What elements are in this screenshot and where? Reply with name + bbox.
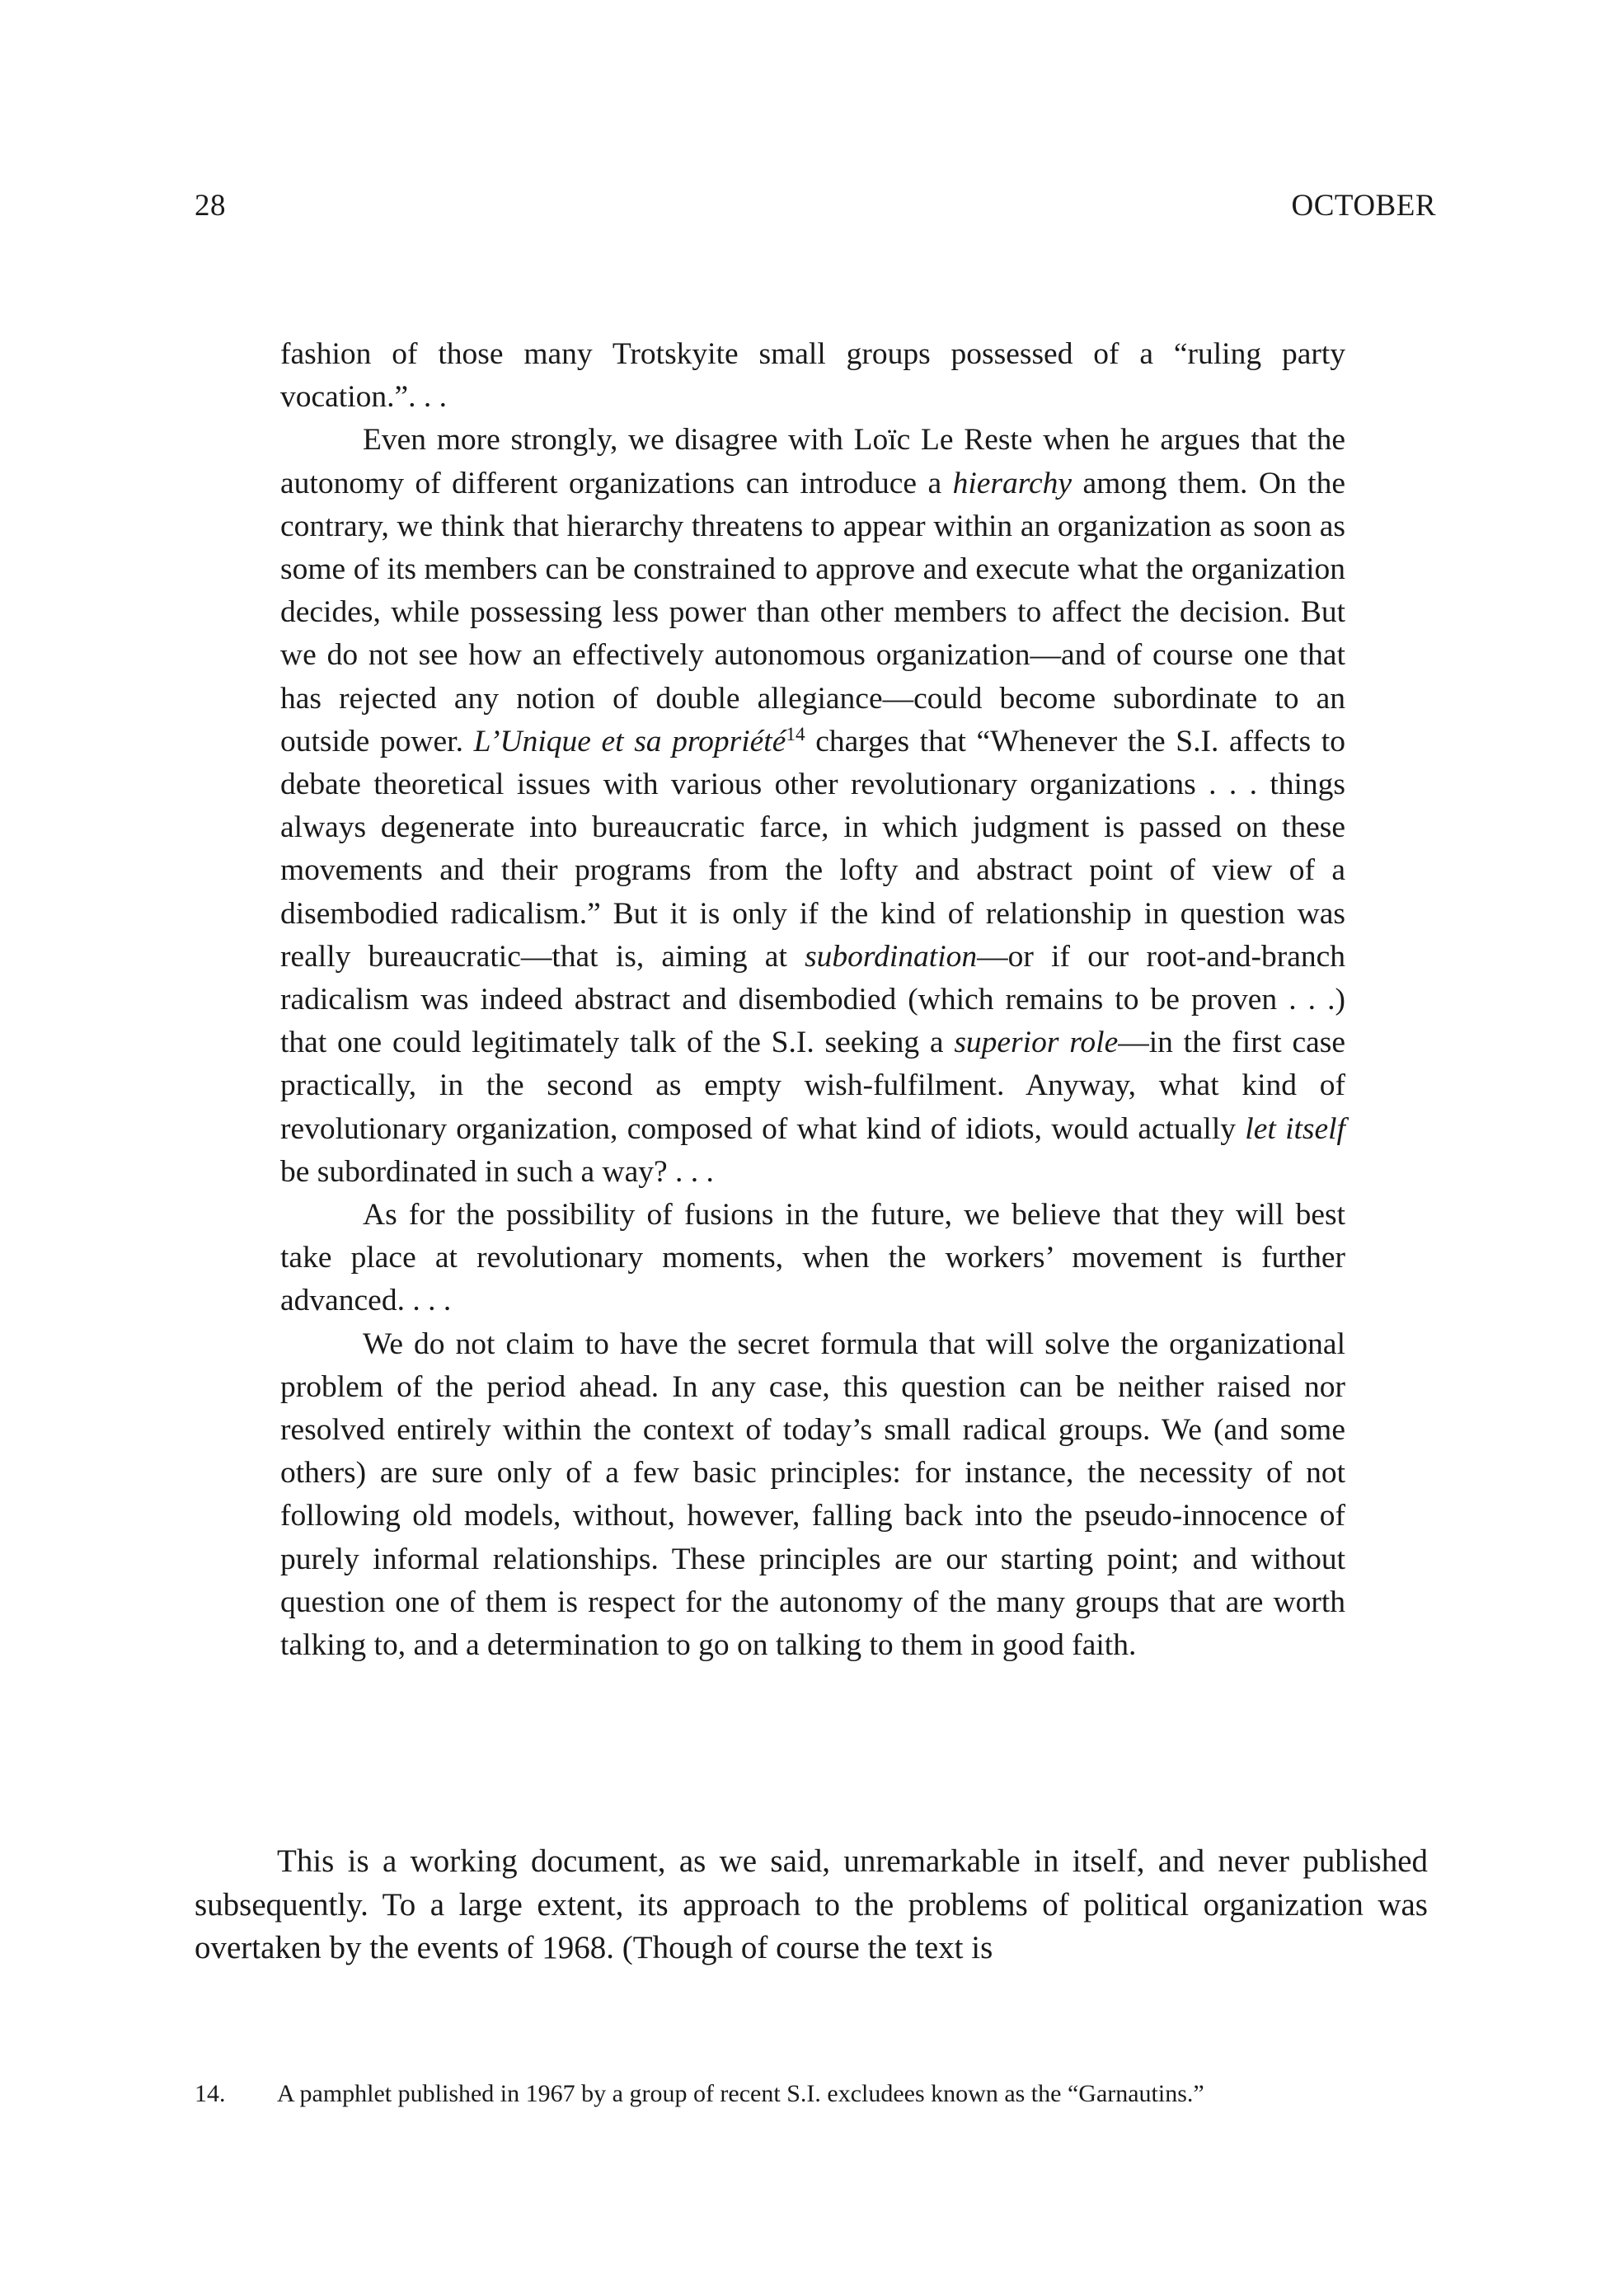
- quote-paragraph-3: As for the possibility of fusions in the future, we believe that they will best take place at revolutionary moments, when the workers’ movement is further advanced. . . .: [280, 1198, 1345, 1318]
- quote-paragraph-2: [280, 419, 1345, 1194]
- block-quote: [280, 333, 1345, 1667]
- italic-superior-role: superior role: [954, 1026, 1119, 1060]
- journal-title: OCTOBER: [1291, 189, 1436, 223]
- quote-text-segment: —or if our root-and-branch radicalism was indeed abstract and disembodied (which remains to be proven . . .) that one could legitimately talk of the S.I. seeking a: [280, 939, 1346, 1060]
- footnote: [195, 2078, 1428, 2111]
- book-title: L’Unique et sa propriété: [473, 724, 786, 758]
- running-head: [195, 188, 1436, 223]
- footnote-text: A pamphlet published in 1967 by a group of recent S.I. excludees known as the “Garnautins.”: [277, 2080, 1204, 2107]
- quote-paragraph-1: fashion of those many Trotskyite small groups possessed of a “ruling party vocation.”. . .: [280, 337, 1345, 415]
- quote-text-segment: be subordinated in such a way? . . .: [280, 1154, 714, 1189]
- body-text: [195, 1840, 1428, 1970]
- body-paragraph-1: This is a working document, as we said, unremarkable in itself, and never published subsequently. To a large extent, its approach to the problems of political organization was overtaken by the events of 1968. (Though of course the text is: [195, 1843, 1428, 1965]
- footnote-number: 14.: [195, 2080, 226, 2107]
- page-number: 28: [195, 189, 226, 223]
- italic-hierarchy: hierarchy: [952, 466, 1072, 500]
- quote-text-segment: charges that “Whenever the S.I. affects to debate theoretical issues with various other revolutionary organizations . . . things always degenerate into bureaucratic farce, in which judgment is passed on these movements and their programs from the lofty and abstract point of view of a disembodied radicalism.” But it is only if the kind of relationship in question was really bureaucratic—that is, aiming at: [280, 724, 1345, 974]
- quote-text-segment: among them. On the contrary, we think that hierarchy threatens to appear within an organization as soon as some of its members can be constrained to approve and execute what the organization decides, while possessing less power than other members to affect the decision. But we do not see how an effectively autonomous organization—and of course one that has rejected any notion of double allegiance—could become subordinate to an outside power.: [280, 466, 1345, 758]
- quote-text-segment: Even more strongly, we disagree with Loïc Le Reste when he argues that the autonomy of different organizations can introduce a: [280, 423, 1345, 500]
- quote-text-segment: —in the first case practically, in the second as empty wish-fulfilment. Anyway, what kind of revolutionary organization, composed of what kind of idiots, would actually: [280, 1026, 1346, 1146]
- italic-let-itself: let itself: [1245, 1111, 1345, 1146]
- quote-paragraph-4: We do not claim to have the secret formula that will solve the organizational problem of the period ahead. In any case, this question can be neither raised nor resolved entirely within the context of today’s small radical groups. We (and some others) are sure only of a few basic principles: for instance, the necessity of not following old models, without, however, falling back into the pseudo-innocence of purely informal relationships. These principles are our starting point; and without question one of them is respect for the autonomy of the many groups that are worth talking to, and a determination to go on talking to them in good faith.: [280, 1326, 1345, 1663]
- footnote-reference[interactable]: 14: [786, 724, 805, 746]
- italic-subordination: subordination: [805, 939, 978, 974]
